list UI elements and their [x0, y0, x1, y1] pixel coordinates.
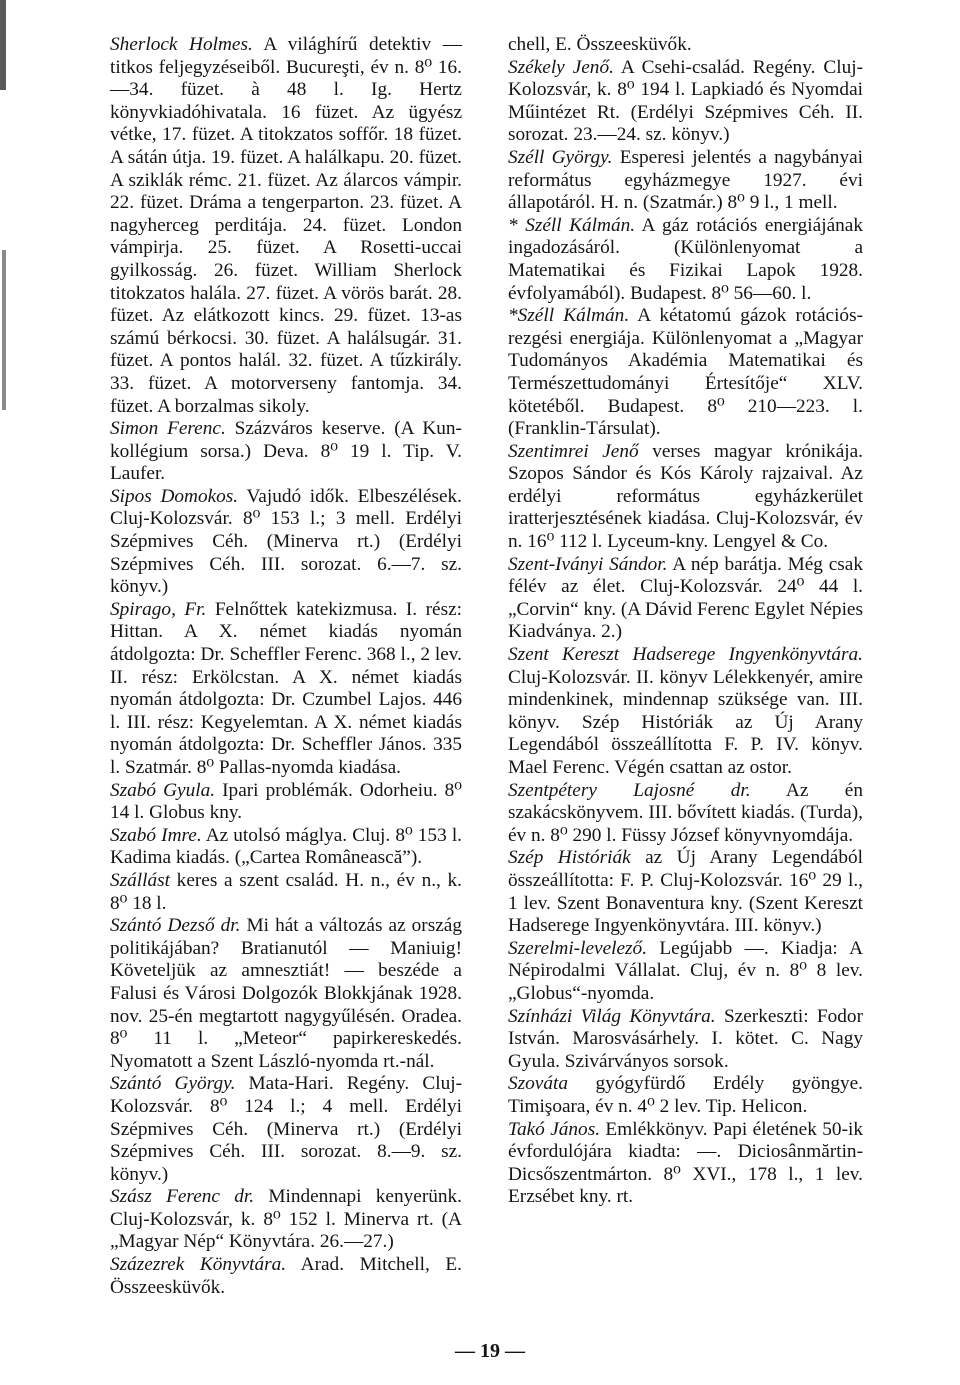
entry-author: Szentpétery Lajosné dr.: [508, 779, 751, 801]
bibliography-entry: [508, 305, 863, 441]
entry-text: chell, E. Összeesküvők.: [508, 34, 692, 55]
entry-author: * Széll Kálmán.: [508, 214, 636, 236]
entry-author: Szántó György.: [110, 1073, 236, 1095]
entry-author: Sipos Domokos.: [110, 485, 239, 507]
entry-author: Szent-Iványi Sándor.: [508, 553, 668, 575]
bibliography-entry: [508, 57, 863, 147]
bibliography-entry: [110, 1186, 462, 1254]
bibliography-entry: [508, 147, 863, 215]
bibliography-entry: [110, 870, 462, 915]
entry-author: Simon Ferenc.: [110, 418, 226, 440]
entry-text: Az én szakácskönyvem. III. bővített kiadás. (Turda), év n. 8⁰ 290 l. Füssy József könyvnyomdája.: [508, 779, 863, 846]
entry-text: A nép barátja. Még csak félév az élet. Cluj-Kolozsvár. 24⁰ 44 l. „Corvin“ kny. (A Dávid Ferenc Egylet Népies Kiadványa. 2.): [508, 553, 863, 643]
entry-author: Spirago, Fr.: [110, 598, 207, 620]
entry-text: Szerkeszti: Fodor István. Marosvásárhely. I. kötet. C. Nagy Gyula. Szivárványos sorsok.: [508, 1005, 863, 1072]
bibliography-entry: [110, 825, 462, 870]
bibliography-entry: [508, 441, 863, 554]
entry-text: Ipari problémák. Odorheiu. 8⁰ 14 l. Globus kny.: [110, 779, 463, 824]
entry-text: A kétatomú gázok rotációs-rezgési energiája. Különlenyomat a „Magyar Tudományos Akadémia Matematikai és Természettudományi Értesítője“ XLV. kötetéből. Budapest. 8⁰ 210—223. l. (Franklin-Társulat).: [508, 305, 864, 440]
entry-text: Mi hát a változás az ország politikájában? Bratianutól — Maniuig! Követeljük az amnesztiát! — beszéde a Falusi és Városi Dolgozók Blokkjának 1928. nov. 25-én megtartott nagygyűlésén. Oradea. 8⁰ 11 l. „Meteor“ papirkereskedés. Nyomatott a Szent László-nyomda rt.-nál.: [110, 915, 462, 1072]
entry-author: Széll György.: [508, 146, 613, 168]
entry-author: Szováta: [508, 1073, 568, 1095]
bibliography-entry: [110, 34, 462, 418]
bibliography-entry: [110, 486, 462, 599]
entry-text: Emlékkönyv. Papi életének 50-ik évfordulójára kiadta: —. Diciosânmărtin-Dicsőszentmárton. 8⁰ XVI., 178 l., 1 lev. Erzsébet kny. rt.: [508, 1118, 863, 1208]
bibliography-entry: [508, 1073, 863, 1118]
bibliography-entry: [110, 915, 462, 1073]
entry-text: Vajudó idők. Elbeszélések. Cluj-Kolozsvár. 8⁰ 153 l.; 3 mell. Erdélyi Szépmives Céh. (Minerva rt.) (Erdélyi Szépmives Céh. III. sorozat. 6.—7. sz. könyv.): [110, 485, 462, 598]
entry-text: Cluj-Kolozsvár. II. könyv Lélekkenyér, amire mindenkinek, mindennap szüksége van. III. könyv. Szép Históriák az Új Arany Legendából összeállította F. P. IV. könyv. Mael Ferenc. Végén csattan az ostor.: [508, 666, 863, 778]
left-column: [110, 34, 462, 1299]
bibliography-entry: [508, 554, 863, 644]
entry-text: Az utolsó máglya. Cluj. 8⁰ 153 l. Kadima kiadás. („Cartea Românească”).: [110, 824, 462, 869]
right-column: [508, 34, 863, 1209]
entry-text: A Csehi-család. Regény. Cluj-Kolozsvár, k. 8⁰ 194 l. Lapkiadó és Nyomdai Műintézet Rt. (Erdélyi Szépmives Céh. II. sorozat. 23.—24. sz. könyv.): [508, 56, 863, 146]
entry-author: Szabó Imre.: [110, 824, 202, 846]
bibliography-entry: [110, 1254, 462, 1299]
entry-author: Szerelmi-levelező.: [508, 937, 648, 959]
entry-author: *Széll Kálmán.: [508, 305, 630, 327]
bibliography-entry: [110, 599, 462, 780]
entry-text: A gáz rotációs energiájának ingadozásáról. (Különlenyomat a Matematikai és Fizikai Lapok 1928. évfolyamából). Budapest. 8⁰ 56—60. l.: [508, 214, 863, 304]
entry-author: Százezrek Könyvtára.: [110, 1254, 287, 1276]
entry-author: Szent Kereszt Hadserege Ingyenkönyvtára.: [508, 644, 863, 666]
entry-text: Esperesi jelentés a nagybányai református egyházmegye 1927. évi állapotáról. H. n. (Szatmár.) 8⁰ 9 l., 1 mell.: [508, 146, 863, 214]
entry-author: Szász Ferenc dr.: [110, 1186, 255, 1208]
entry-author: Szép Históriák: [508, 847, 631, 869]
bibliography-entry: [508, 34, 863, 57]
entry-text: Felnőttek katekizmusa. I. rész: Hittan. A X. német kiadás nyomán átdolgozta: Dr. Scheffler Ferenc. 368 l., 2 lev. II. rész: Erkölcstan. A X. német kiadás nyomán átdolgozta: Dr. Czumbel Lajos. 446 l. III. rész: Kegyelemtan. A X. német kiadás nyomán átdolgozta: Dr. Scheffler János. 335 l. Szatmár. 8⁰ Pallas-nyomda kiadása.: [110, 598, 462, 778]
entry-text: Mata-Hari. Regény. Cluj-Kolozsvár. 8⁰ 124 l.; 4 mell. Erdélyi Szépmives Céh. (Minerva rt.) (Erdélyi Szépmives Céh. III. sorozat. 8.—9. sz. könyv.): [110, 1073, 463, 1185]
entry-author: Szállást: [110, 869, 170, 891]
entry-text: az Új Arany Legendából összeállította: F. P. Cluj-Kolozsvár. 16⁰ 29 l., 1 lev. Szent Bonaventura kny. (Szent Kereszt Hadserege Ingyenkönyvtára. III. könyv.): [508, 847, 863, 937]
bibliography-entry: [110, 418, 462, 486]
bibliography-entry: [508, 1006, 863, 1074]
page-number: — 19 —: [455, 1340, 525, 1362]
bibliography-entry: [508, 847, 863, 937]
bibliography-entry: [508, 1119, 863, 1209]
entry-text: verses magyar krónikája. Szopos Sándor és Kós Károly rajzaival. Az erdélyi református egyházkerület iratterjesztésének kiadása. Cluj-Kolozsvár, év n. 16⁰ 112 l. Lyceum-kny. Lengyel & Co.: [508, 440, 863, 553]
bibliography-entry: [508, 780, 863, 848]
entry-author: Székely Jenő.: [508, 56, 614, 78]
bibliography-entry: [508, 644, 863, 780]
entry-text: A világhírű detektiv — titkos feljegyzéseiből. Bucureşti, év n. 8⁰ 16.—34. füzet. à 48 l. Ig. Hertz könyvkiadóhivatala. 16 füzet. Az ügyész vétke, 17. füzet. A titokzatos soffőr. 18 füzet. A sátán útja. 19. füzet. A halálkapu. 20. füzet. A sziklák rémc. 21. füzet. Az álarcos vámpir. 22. füzet. Dráma a tengerparton. 23. füzet. A nagyherceg perditája. 24. füzet. London vámpirja. 25. füzet. A Rosetti-uccai gyilkosság. 26. füzet. William Sherlock titokzatos halála. 27. füzet. A vörös barát. 28. füzet. Az elátkozott kincs. 29. füzet. 13-as számú bérkocsi. 30. füzet. A halálsugár. 31. füzet. A pontos halál. 32. füzet. A tűzkirály. 33. füzet. A motorverseny fantomja. 34. füzet. A borzalmas sikoly.: [110, 34, 462, 417]
entry-text: gyógyfürdő Erdély gyöngye. Timişoara, év n. 4⁰ 2 lev. Tip. Helicon.: [508, 1073, 863, 1117]
bibliography-entry: [508, 215, 863, 305]
entry-author: Szentimrei Jenő: [508, 440, 639, 462]
scan-edge-marks: [0, 0, 24, 1385]
entry-author: Takó János.: [508, 1118, 601, 1140]
entry-text: keres a szent család. H. n., év n., k. 8⁰ 18 l.: [110, 869, 462, 914]
entry-author: Színházi Világ Könyvtára.: [508, 1005, 716, 1027]
bibliography-entry: [110, 780, 462, 825]
bibliography-entry: [110, 1073, 462, 1186]
entry-author: Sherlock Holmes.: [110, 34, 253, 55]
entry-author: Szabó Gyula.: [110, 779, 216, 801]
entry-text: Arad. Mitchell, E. Összeesküvők.: [110, 1254, 462, 1298]
entry-text: Százváros keserve. (A Kun-kollégium sorsa.) Deva. 8⁰ 19 l. Tip. V. Laufer.: [110, 418, 462, 485]
bibliography-entry: [508, 938, 863, 1006]
entry-author: Szántó Dezső dr.: [110, 915, 241, 937]
entry-text: Mindennapi kenyerünk. Cluj-Kolozsvár, k. 8⁰ 152 l. Minerva rt. (A „Magyar Nép“ Könyvtára. 26.—27.): [110, 1186, 462, 1253]
entry-text: Legújabb —. Kiadja: A Népirodalmi Vállalat. Cluj, év n. 8⁰ 8 lev. „Globus“-nyomda.: [508, 937, 863, 1004]
